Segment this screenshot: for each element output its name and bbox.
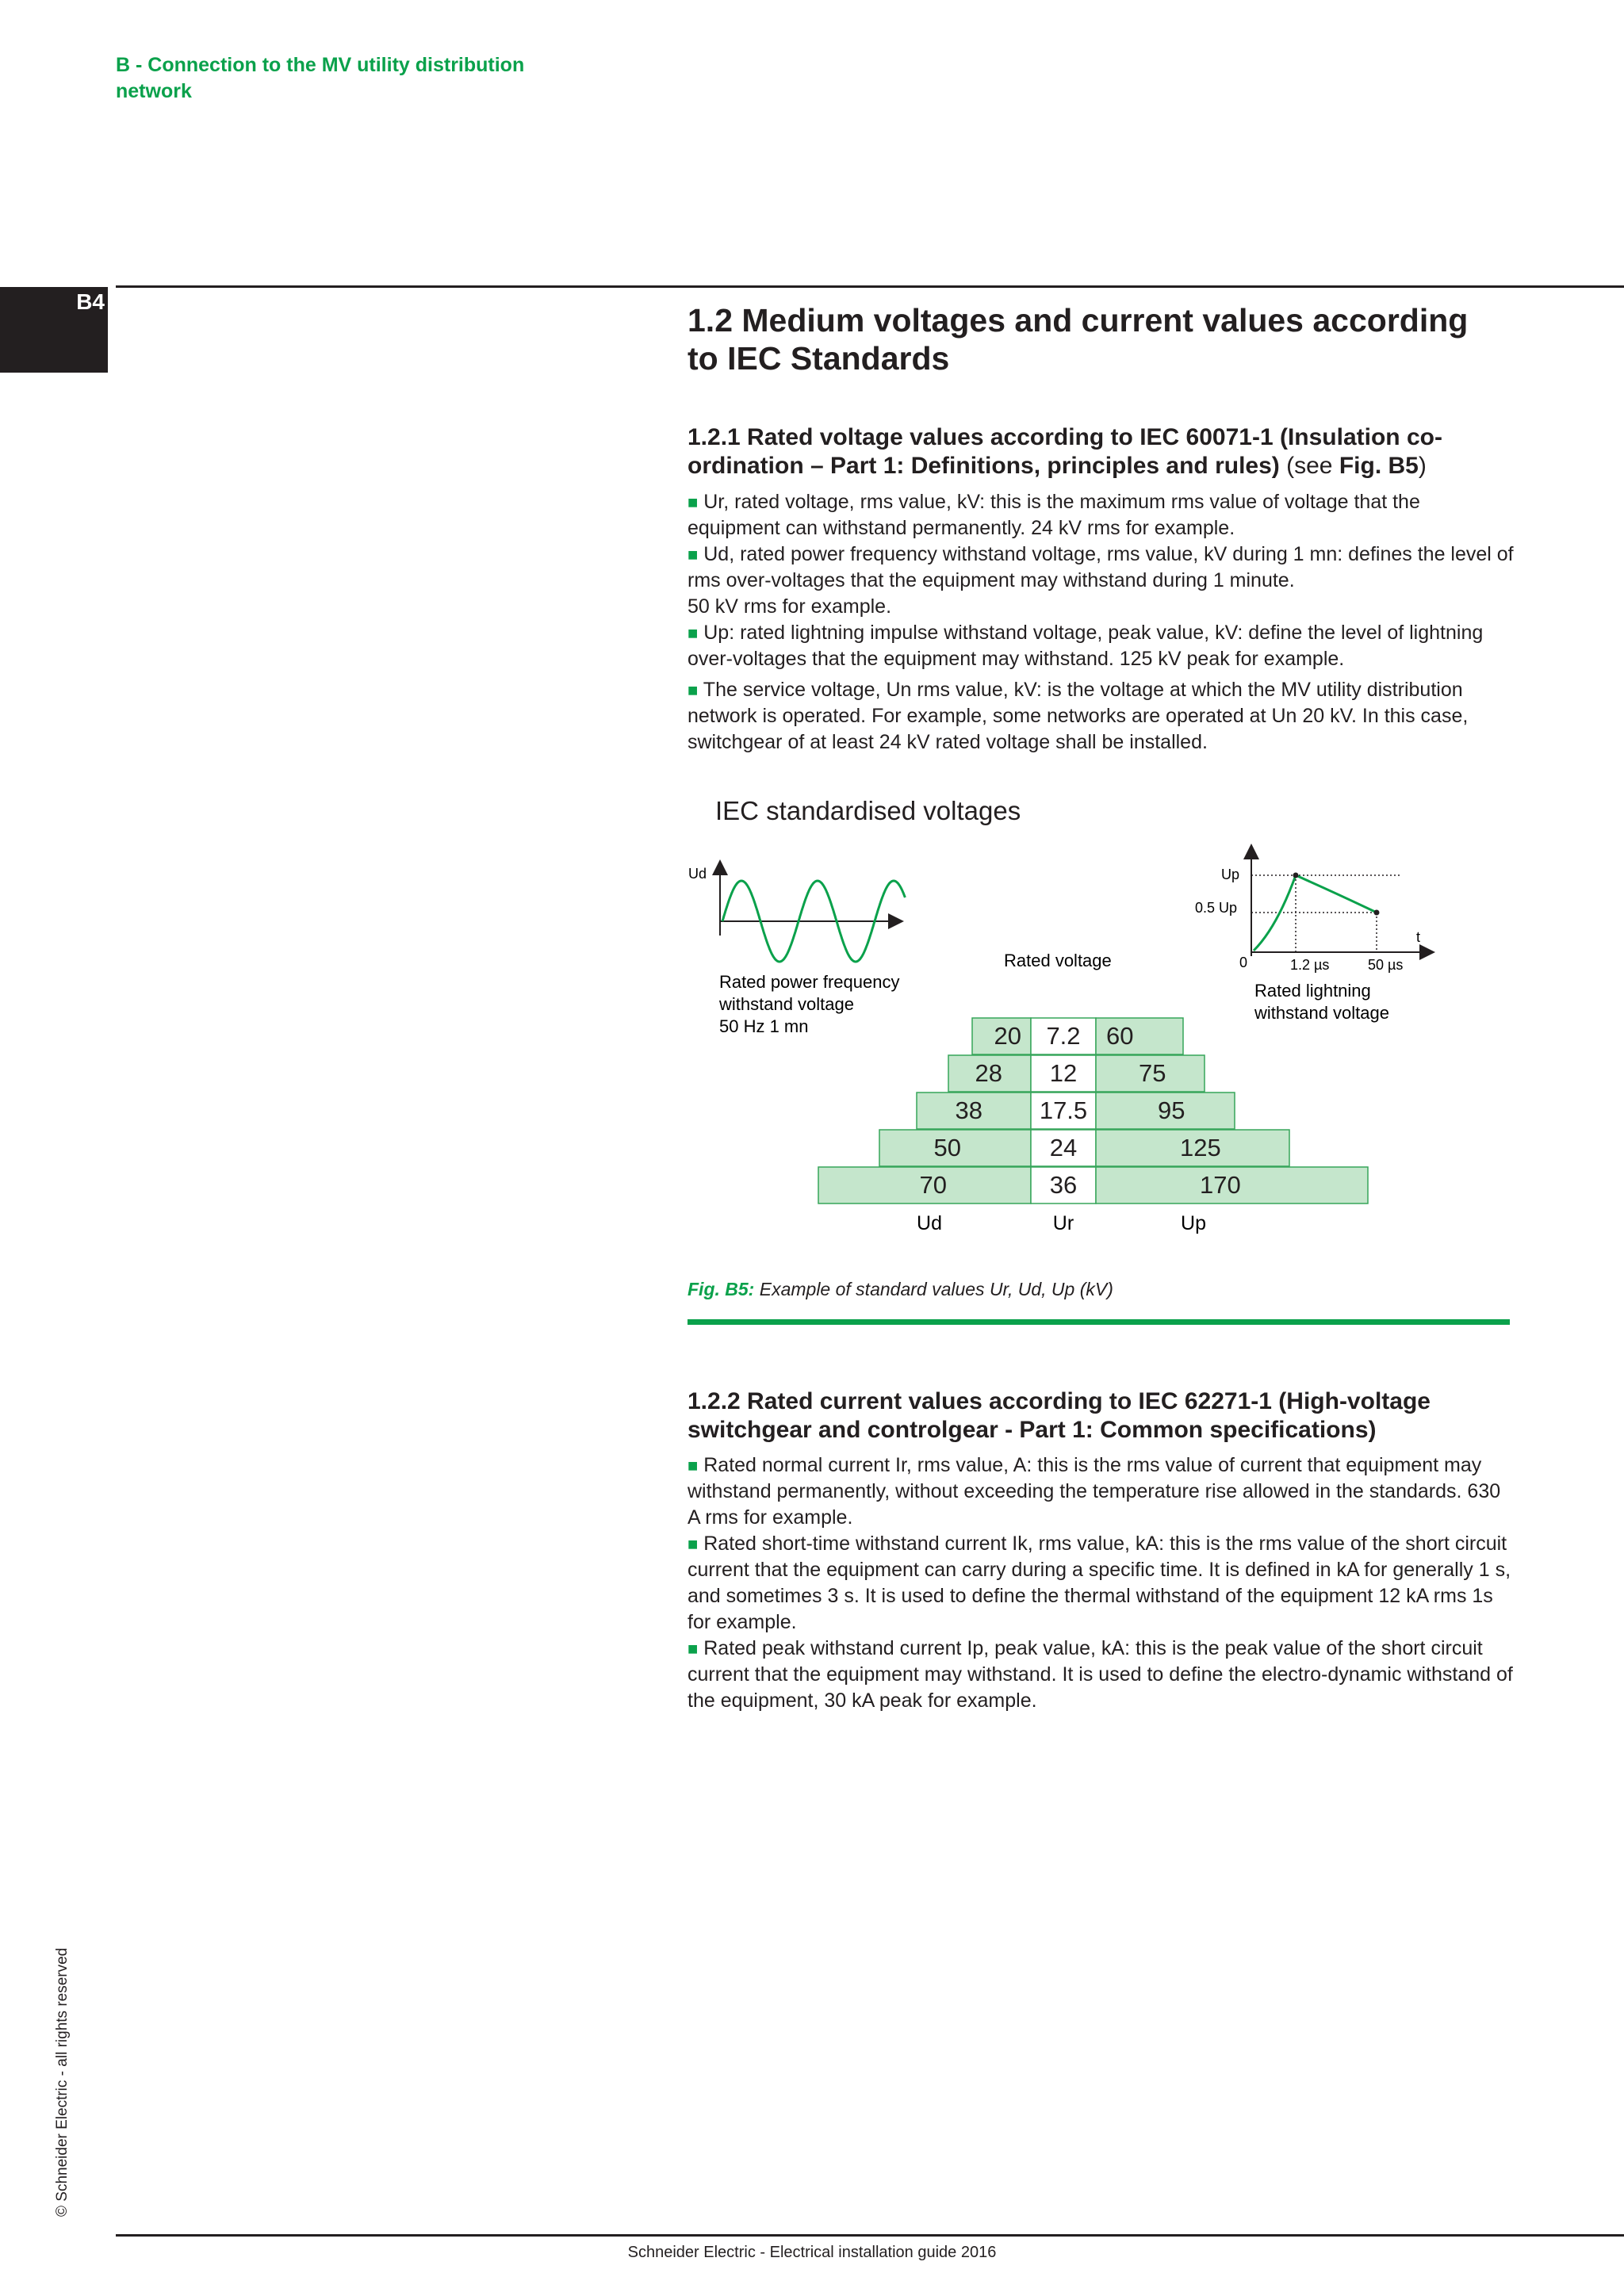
- up-axis-label: Up: [1221, 867, 1240, 882]
- rated-voltage-label: Rated voltage: [1004, 951, 1112, 970]
- column-label-ur: Ur: [1052, 1212, 1074, 1234]
- figure-caption: Fig. B5: Example of standard values Ur, Ud, Up (kV): [688, 1279, 1113, 1299]
- green-separator: [688, 1319, 1510, 1325]
- footer-rule: [116, 2234, 1624, 2237]
- ur-value: 7.2: [1046, 1022, 1081, 1050]
- voltage-pyramid-table: [818, 1018, 1368, 1203]
- bullet-paragraph: ■ Rated peak withstand current Ip, peak value, kA: this is the peak value of the short circuit current that the equipment may withstand. It is used to define the electro-dynamic withstand of the equipment, 30 kA peak for example.: [688, 1637, 1513, 1712]
- up-value: 75: [1139, 1059, 1166, 1087]
- figure-title: IEC standardised voltages: [715, 796, 1021, 825]
- bullet-square-icon: ■: [688, 492, 699, 512]
- paragraph-line: 50 kV rms for example.: [688, 595, 892, 618]
- peak-point: [1293, 873, 1299, 878]
- ud-value: 28: [975, 1059, 1002, 1087]
- bullet-square-icon: ■: [688, 1639, 699, 1659]
- half-up-label: 0.5 Up: [1195, 900, 1238, 916]
- bullet-square-icon: ■: [688, 545, 699, 564]
- origin-label: 0: [1239, 955, 1248, 970]
- subsection-1-title: 1.2.1 Rated voltage values according to IEC 60071-1 (Insulation co-ordination – Part 1: Definitions, principles and rules) (see Fig. B5): [688, 424, 1442, 479]
- power-frequency-diagram: [688, 861, 905, 1036]
- bullet-square-icon: ■: [688, 680, 699, 700]
- lightning-impulse-diagram: [1195, 845, 1434, 1023]
- ur-value: 36: [1049, 1171, 1078, 1199]
- tick-label-50us: 50 µs: [1368, 957, 1404, 973]
- left-caption-line: withstand voltage: [719, 994, 854, 1014]
- ud-axis-label: Ud: [688, 866, 707, 882]
- ur-value: 12: [1049, 1059, 1078, 1087]
- t-label: t: [1416, 929, 1421, 945]
- column-label-ud: Ud: [917, 1212, 942, 1234]
- chapter-header: B - Connection to the MV utility distribution network: [116, 54, 525, 102]
- ur-value: 17.5: [1039, 1096, 1088, 1124]
- bullet-paragraph: ■ Up: rated lightning impulse withstand voltage, peak value, kV: define the level of lightning over-voltages that the equipment may withstand. 125 kV peak for example.: [688, 622, 1484, 670]
- bullet-paragraph: ■ Ur, rated voltage, rms value, kV: this is the maximum rms value of voltage that the equipment can withstand permanently. 24 kV rms for example.: [688, 491, 1420, 539]
- up-value: 95: [1158, 1096, 1185, 1124]
- right-caption-line: withstand voltage: [1254, 1003, 1389, 1023]
- bullet-square-icon: ■: [688, 1534, 699, 1554]
- up-value: 170: [1200, 1171, 1241, 1199]
- left-caption-line: Rated power frequency: [719, 972, 900, 992]
- bullet-square-icon: ■: [688, 1456, 699, 1475]
- ud-value: 20: [994, 1022, 1021, 1050]
- bullet-paragraph: ■ Ud, rated power frequency withstand voltage, rms value, kV during 1 mn: defines the level of rms over-voltages that the equipment may withstand during 1 minute.: [688, 543, 1514, 591]
- right-caption-line: Rated lightning: [1254, 981, 1371, 1001]
- bullet-paragraph: ■ Rated short-time withstand current Ik, rms value, kA: this is the rms value of the short circuit current that the equipment can carry during a specific time. It is defined in kA for generally 1 s, and sometimes 3 s. It is used to define the thermal withstand of the equipment 12 kA rms 1s for example.: [688, 1533, 1511, 1633]
- caption-label: Fig. B5: [688, 1279, 749, 1299]
- fig-reference: Fig. B5: [1339, 453, 1419, 479]
- ud-value: 70: [919, 1171, 947, 1199]
- subsection-2-title: 1.2.2 Rated current values according to IEC 62271-1 (High-voltage switchgear and controlgear - Part 1: Common specifications): [688, 1388, 1431, 1443]
- subsection-2-body: [688, 1452, 1516, 1714]
- bullet-paragraph: ■ Rated normal current Ir, rms value, A: this is the rms value of current that equipment may withstand permanently, without exceeding the temperature rise allowed in the standards. 630 A rms for example.: [688, 1454, 1501, 1529]
- up-value: 60: [1106, 1022, 1134, 1050]
- page-number: B4: [76, 289, 105, 314]
- footer-text: Schneider Electric - Electrical installation guide 2016: [627, 2244, 997, 2261]
- half-point: [1374, 910, 1380, 916]
- left-caption-line: 50 Hz 1 mn: [719, 1016, 809, 1036]
- ud-value: 50: [933, 1134, 961, 1161]
- up-value: 125: [1180, 1134, 1221, 1161]
- column-label-up: Up: [1181, 1212, 1206, 1234]
- ur-value: 24: [1049, 1134, 1078, 1161]
- copyright-notice: © Schneider Electric - all rights reserved: [54, 1947, 71, 2217]
- section-title: 1.2 Medium voltages and current values according to IEC Standards: [688, 302, 1469, 377]
- ud-value: 38: [955, 1096, 982, 1124]
- bullet-paragraph: ■ The service voltage, Un rms value, kV: is the voltage at which the MV utility distribution network is operated. For example, some networks are operated at Un 20 kV. In this case, switchgear of at least 24 kV rated voltage shall be installed.: [688, 679, 1469, 753]
- bullet-square-icon: ■: [688, 623, 699, 643]
- tick-label-1-2us: 1.2 µs: [1290, 957, 1330, 973]
